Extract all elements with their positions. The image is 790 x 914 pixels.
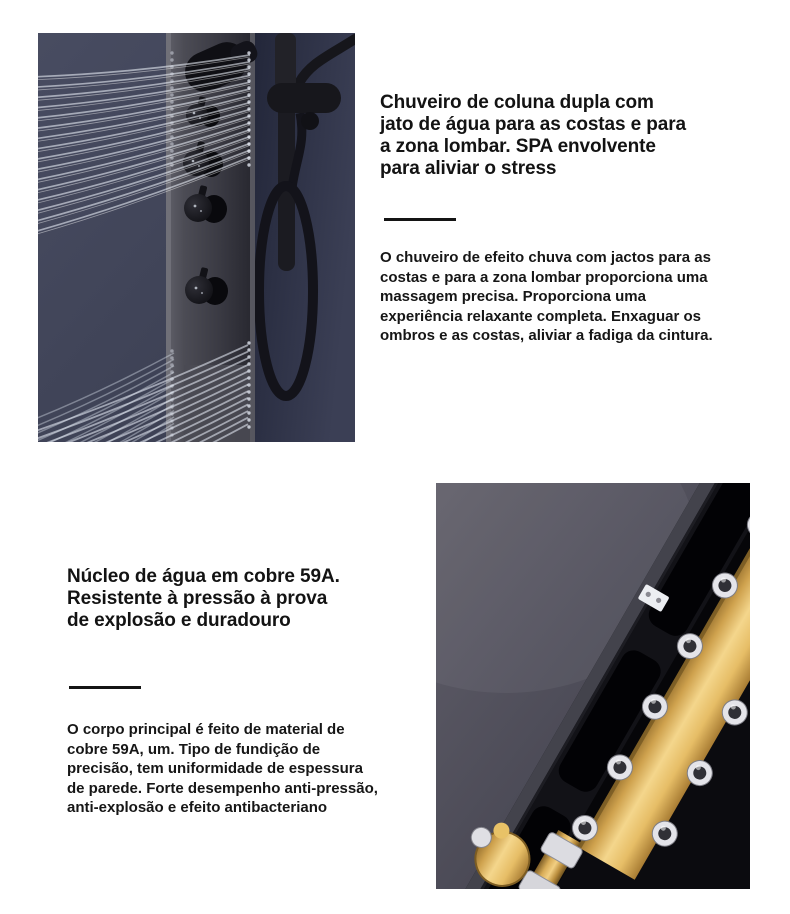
description-line: massagem precisa. Proporciona uma [380, 288, 646, 306]
description-line: cobre 59A, um. Tipo de fundição de [67, 740, 321, 758]
heading-line: Núcleo de água em cobre 59A. [67, 566, 340, 587]
description-line: O corpo principal é feito de material de [67, 721, 345, 738]
heading-line: Chuveiro de coluna dupla com [380, 92, 654, 113]
section-divider [69, 686, 141, 689]
description-line: de parede. Forte desempenho anti-pressão, [67, 779, 378, 797]
feature-heading-copper-core [67, 566, 340, 632]
description-line: experiência relaxante completa. Enxaguar os [380, 307, 701, 325]
copper-core-illustration [436, 483, 750, 889]
heading-line: para aliviar o stress [380, 158, 557, 179]
description-line: O chuveiro de efeito chuva com jactos para as [380, 249, 711, 266]
description-line: precisão, tem uniformidade de espessura [67, 760, 363, 778]
feature-description-copper-core [67, 720, 378, 818]
heading-line: a zona lombar. SPA envolvente [380, 136, 656, 157]
section-divider [384, 218, 456, 221]
shower-jets-photo [38, 33, 355, 442]
feature-description-spa [380, 248, 713, 346]
description-line: ombros e as costas, aliviar a fadiga da cintura. [380, 327, 713, 345]
heading-line: Resistente à pressão à prova [67, 588, 328, 609]
heading-line: jato de água para as costas e para [380, 114, 687, 135]
description-line: costas e para a zona lombar proporciona uma [380, 268, 708, 286]
feature-heading-spa [380, 92, 686, 180]
heading-line: de explosão e duradouro [67, 610, 291, 631]
shower-jets-illustration [38, 33, 355, 442]
description-line: anti-explosão e efeito antibacteriano [67, 799, 328, 817]
copper-core-photo [436, 483, 750, 889]
